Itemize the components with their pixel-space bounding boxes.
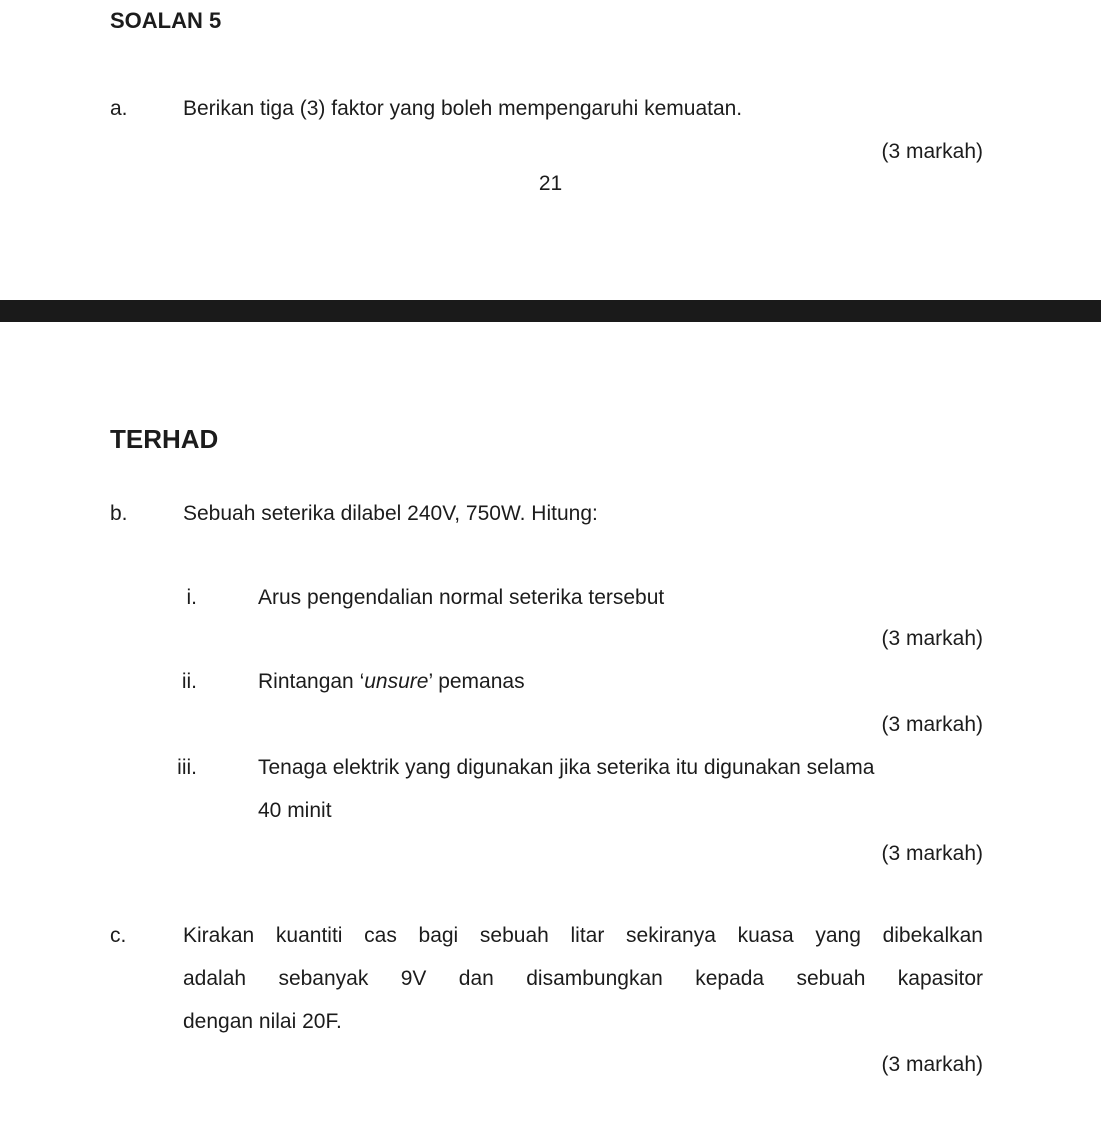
question-b-i-row bbox=[110, 576, 983, 619]
question-b-label: b. bbox=[110, 502, 128, 525]
question-b-iii-row bbox=[110, 746, 983, 832]
question-b-row bbox=[110, 492, 983, 535]
question-b-iii-marks: (3 markah) bbox=[881, 842, 983, 865]
question-b-iii-numeral: iii. bbox=[177, 756, 197, 779]
question-title: SOALAN 5 bbox=[110, 8, 222, 33]
question-b-ii-text-before: Rintangan ‘ bbox=[258, 670, 365, 693]
question-b-iii-line-2: 40 minit bbox=[258, 799, 332, 822]
question-c-line-1: Kirakan kuantiti cas bagi sebuah litar sekiranya kuasa yang dibekalkan bbox=[183, 924, 983, 947]
page-divider-bar bbox=[0, 300, 1101, 322]
question-c-label: c. bbox=[110, 924, 127, 947]
section-header-terhad: TERHAD bbox=[110, 424, 219, 454]
question-b-ii-text-italic: unsure bbox=[364, 670, 429, 693]
question-c-marks: (3 markah) bbox=[881, 1053, 983, 1076]
question-b-ii-marks: (3 markah) bbox=[881, 713, 983, 736]
question-a-marks: (3 markah) bbox=[881, 140, 983, 163]
question-c-line-3: dengan nilai 20F. bbox=[183, 1010, 342, 1033]
question-b-text: Sebuah seterika dilabel 240V, 750W. Hitung: bbox=[183, 502, 598, 525]
question-a-row bbox=[110, 87, 983, 130]
page-number: 21 bbox=[538, 172, 563, 195]
question-c-row bbox=[110, 914, 983, 1043]
question-c-text bbox=[183, 914, 983, 1043]
question-b-i-marks: (3 markah) bbox=[881, 627, 983, 650]
question-a-label: a. bbox=[110, 97, 128, 120]
question-b-iii-line-1: Tenaga elektrik yang digunakan jika seterika itu digunakan selama bbox=[258, 756, 875, 779]
question-b-ii-numeral: ii. bbox=[181, 670, 197, 693]
question-b-ii-text bbox=[258, 660, 983, 703]
question-c-line-2: adalah sebanyak 9V dan disambungkan kepada sebuah kapasitor bbox=[183, 967, 983, 990]
question-b-i-numeral: i. bbox=[186, 586, 197, 609]
question-b-ii-row bbox=[110, 660, 983, 703]
question-b-i-text: Arus pengendalian normal seterika tersebut bbox=[258, 586, 665, 609]
question-b-iii-text bbox=[258, 746, 983, 832]
question-b-ii-text-after: ’ pemanas bbox=[428, 670, 525, 693]
question-a-text: Berikan tiga (3) faktor yang boleh mempengaruhi kemuatan. bbox=[183, 97, 743, 120]
